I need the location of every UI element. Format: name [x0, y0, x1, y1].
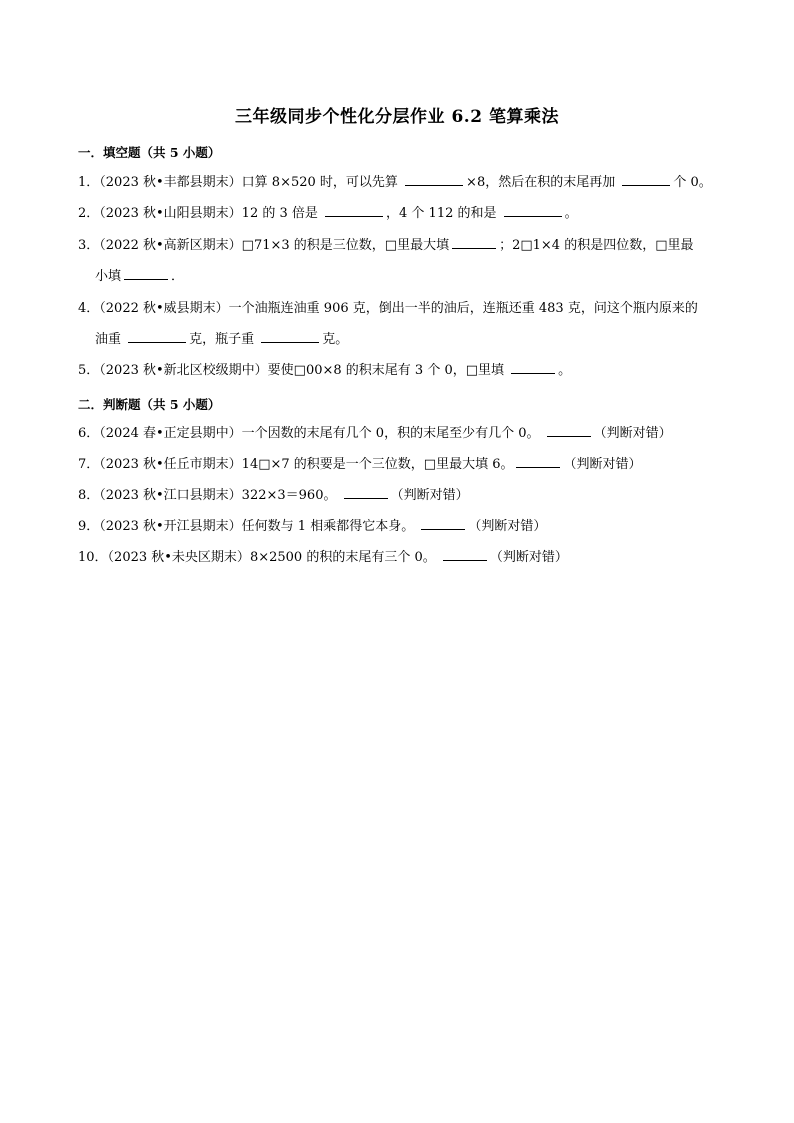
question-text: （判断对错） — [468, 519, 547, 534]
question-source: （2023 秋•未央区期末） — [107, 550, 250, 565]
question-number: 6． — [78, 426, 100, 441]
answer-blank[interactable] — [547, 422, 591, 437]
question-text: ×8，然后在积的末尾再加 — [466, 175, 620, 190]
question-text: 一个因数的末尾有几个 0，积的末尾至少有几个 0。 — [241, 426, 544, 441]
question-text: 个 0。 — [673, 175, 712, 190]
question-6 — [78, 419, 728, 449]
question-text: 8×2500 的积的末尾有三个 0。 — [249, 550, 440, 565]
question-5 — [78, 356, 728, 386]
question-text: ；2□1×4 的积是四位数，□里最 — [499, 238, 694, 253]
question-3-continued — [95, 262, 184, 292]
answer-blank[interactable] — [405, 171, 463, 186]
question-source: （2023 秋•山阳县期末） — [99, 206, 242, 221]
question-text: 克。 — [322, 332, 349, 347]
question-text: （判断对错） — [593, 426, 672, 441]
question-text: 14□×7 的积要是一个三位数，□里最大填 6。 — [241, 457, 514, 472]
section-true-false-heading: 二．判断题（共 5 小题） — [78, 397, 221, 412]
question-number: 2． — [78, 206, 100, 221]
question-number: 3． — [78, 238, 100, 253]
question-source: （2023 秋•丰都县期末） — [99, 175, 242, 190]
question-3 — [78, 231, 728, 261]
question-number: 5． — [78, 363, 100, 378]
answer-blank[interactable] — [128, 328, 186, 343]
question-text: （判断对错） — [489, 550, 568, 565]
answer-blank[interactable] — [443, 546, 487, 561]
page-title: 三年级同步个性化分层作业 6.2 笔算乘法 — [235, 107, 559, 127]
question-text: （判断对错） — [563, 457, 642, 472]
answer-blank[interactable] — [452, 234, 496, 249]
answer-blank[interactable] — [622, 171, 670, 186]
answer-blank[interactable] — [504, 202, 562, 217]
question-source: （2022 秋•威县期末） — [99, 301, 229, 316]
question-1 — [78, 168, 728, 198]
question-text: 要使□00×8 的积末尾有 3 个 0，□里填 — [267, 363, 509, 378]
question-text: □71×3 的积是三位数，□里最大填 — [241, 238, 450, 253]
answer-blank[interactable] — [124, 265, 168, 280]
question-number: 10． — [78, 550, 108, 565]
question-number: 4． — [78, 301, 100, 316]
answer-blank[interactable] — [421, 515, 465, 530]
answer-blank[interactable] — [261, 328, 319, 343]
question-text: 小填 — [95, 269, 122, 284]
question-source: （2022 秋•高新区期末） — [99, 238, 242, 253]
question-text: 。 — [564, 206, 578, 221]
question-text: ，4 个 112 的和是 — [386, 206, 501, 221]
question-number: 8． — [78, 488, 100, 503]
answer-blank[interactable] — [516, 453, 560, 468]
question-2 — [78, 199, 728, 229]
answer-blank[interactable] — [511, 359, 555, 374]
question-source: （2023 秋•江口县期末） — [99, 488, 242, 503]
answer-blank[interactable] — [325, 202, 383, 217]
question-number: 9． — [78, 519, 100, 534]
question-text: ． — [171, 269, 185, 284]
question-text: 12 的 3 倍是 — [241, 206, 323, 221]
question-text: 任何数与 1 相乘都得它本身。 — [241, 519, 419, 534]
question-source: （2023 秋•开江县期末） — [99, 519, 242, 534]
section-fill-blank-heading: 一．填空题（共 5 小题） — [78, 145, 221, 160]
question-source: （2023 秋•任丘市期末） — [99, 457, 242, 472]
question-source: （2024 春•正定县期中） — [99, 426, 242, 441]
question-4 — [78, 294, 728, 324]
question-text: （判断对错） — [390, 488, 469, 503]
question-text: 一个油瓶连油重 906 克，倒出一半的油后，连瓶还重 483 克，问这个瓶内原来的 — [228, 301, 698, 316]
question-text: 油重 — [95, 332, 126, 347]
answer-blank[interactable] — [344, 484, 388, 499]
question-number: 7． — [78, 457, 100, 472]
question-source: （2023 秋•新北区校级期中） — [99, 363, 268, 378]
question-4-continued — [95, 325, 348, 355]
question-text: 口算 8×520 时，可以先算 — [241, 175, 403, 190]
question-8 — [78, 481, 728, 511]
question-text: 克，瓶子重 — [189, 332, 259, 347]
question-number: 1． — [78, 175, 100, 190]
question-text: 。 — [558, 363, 572, 378]
question-9 — [78, 512, 728, 542]
question-10 — [78, 543, 728, 573]
question-7 — [78, 450, 728, 480]
question-text: 322×3＝960。 — [241, 488, 341, 503]
